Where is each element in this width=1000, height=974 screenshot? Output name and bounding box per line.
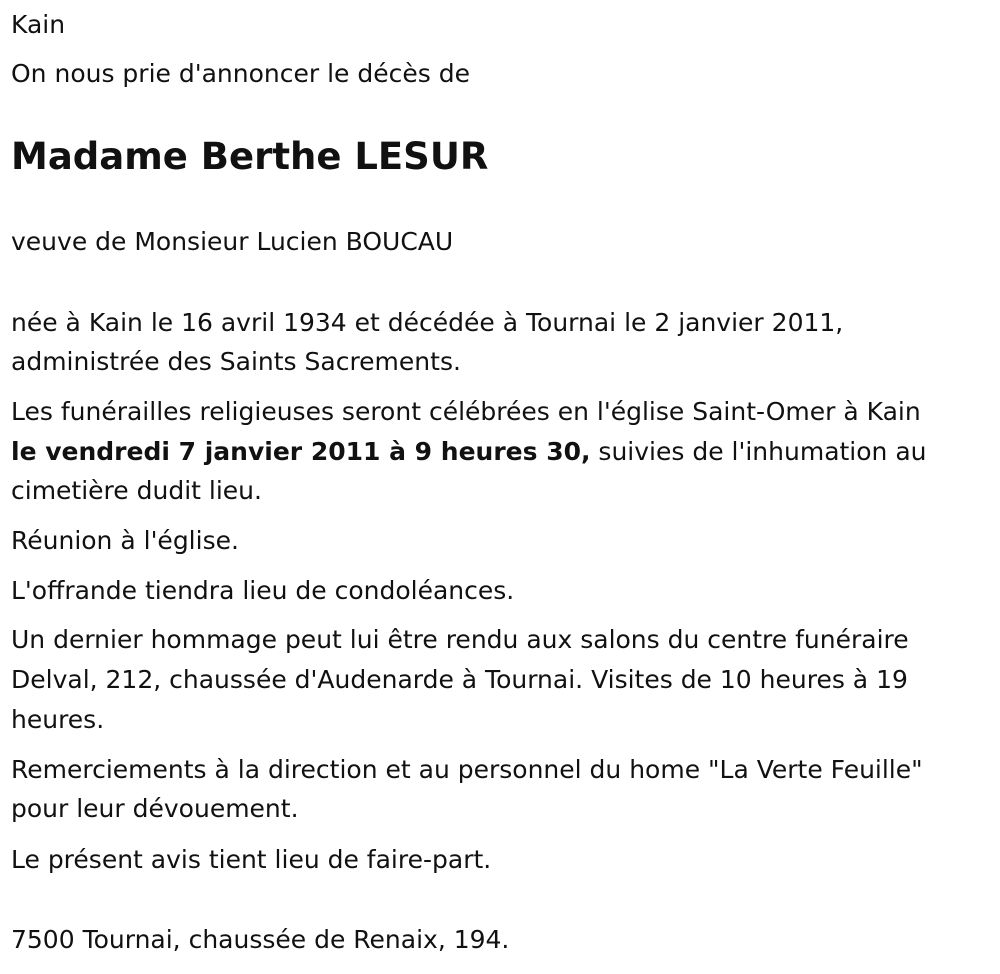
spouse-line: veuve de Monsieur Lucien BOUCAU [11,227,454,256]
birth-death-line: née à Kain le 16 avril 1934 et décédée à Tournai le 2 janvier 2011, [11,308,844,337]
funeral-datetime: le vendredi 7 janvier 2011 à 9 heures 30, [11,437,591,466]
deceased-name: Madame Berthe LESUR [11,135,489,178]
funeral-line-2-rest: suivies de l'inhumation au [590,437,927,466]
offering-line: L'offrande tiendra lieu de condoléances. [11,576,515,605]
tribute-line-1: Un dernier hommage peut lui être rendu aux salons du centre funéraire [11,625,909,654]
sacraments-line: administrée des Saints Sacrements. [11,347,461,376]
address-line: 7500 Tournai, chaussée de Renaix, 194. [11,925,510,954]
meeting-line: Réunion à l'église. [11,526,239,555]
thanks-line-1: Remerciements à la direction et au personnel du home "La Verte Feuille" [11,755,923,784]
closing-line: Le présent avis tient lieu de faire-part. [11,845,492,874]
notice-intro: On nous prie d'annoncer le décès de [11,59,470,88]
funeral-line-3: cimetière dudit lieu. [11,476,262,505]
funeral-line-1: Les funérailles religieuses seront célébrées en l'église Saint-Omer à Kain [11,397,921,426]
notice-location: Kain [11,10,66,39]
tribute-line-3: heures. [11,705,105,734]
tribute-line-2: Delval, 212, chaussée d'Audenarde à Tournai. Visites de 10 heures à 19 [11,665,908,694]
thanks-line-2: pour leur dévouement. [11,794,299,823]
funeral-line-2 [11,437,927,467]
